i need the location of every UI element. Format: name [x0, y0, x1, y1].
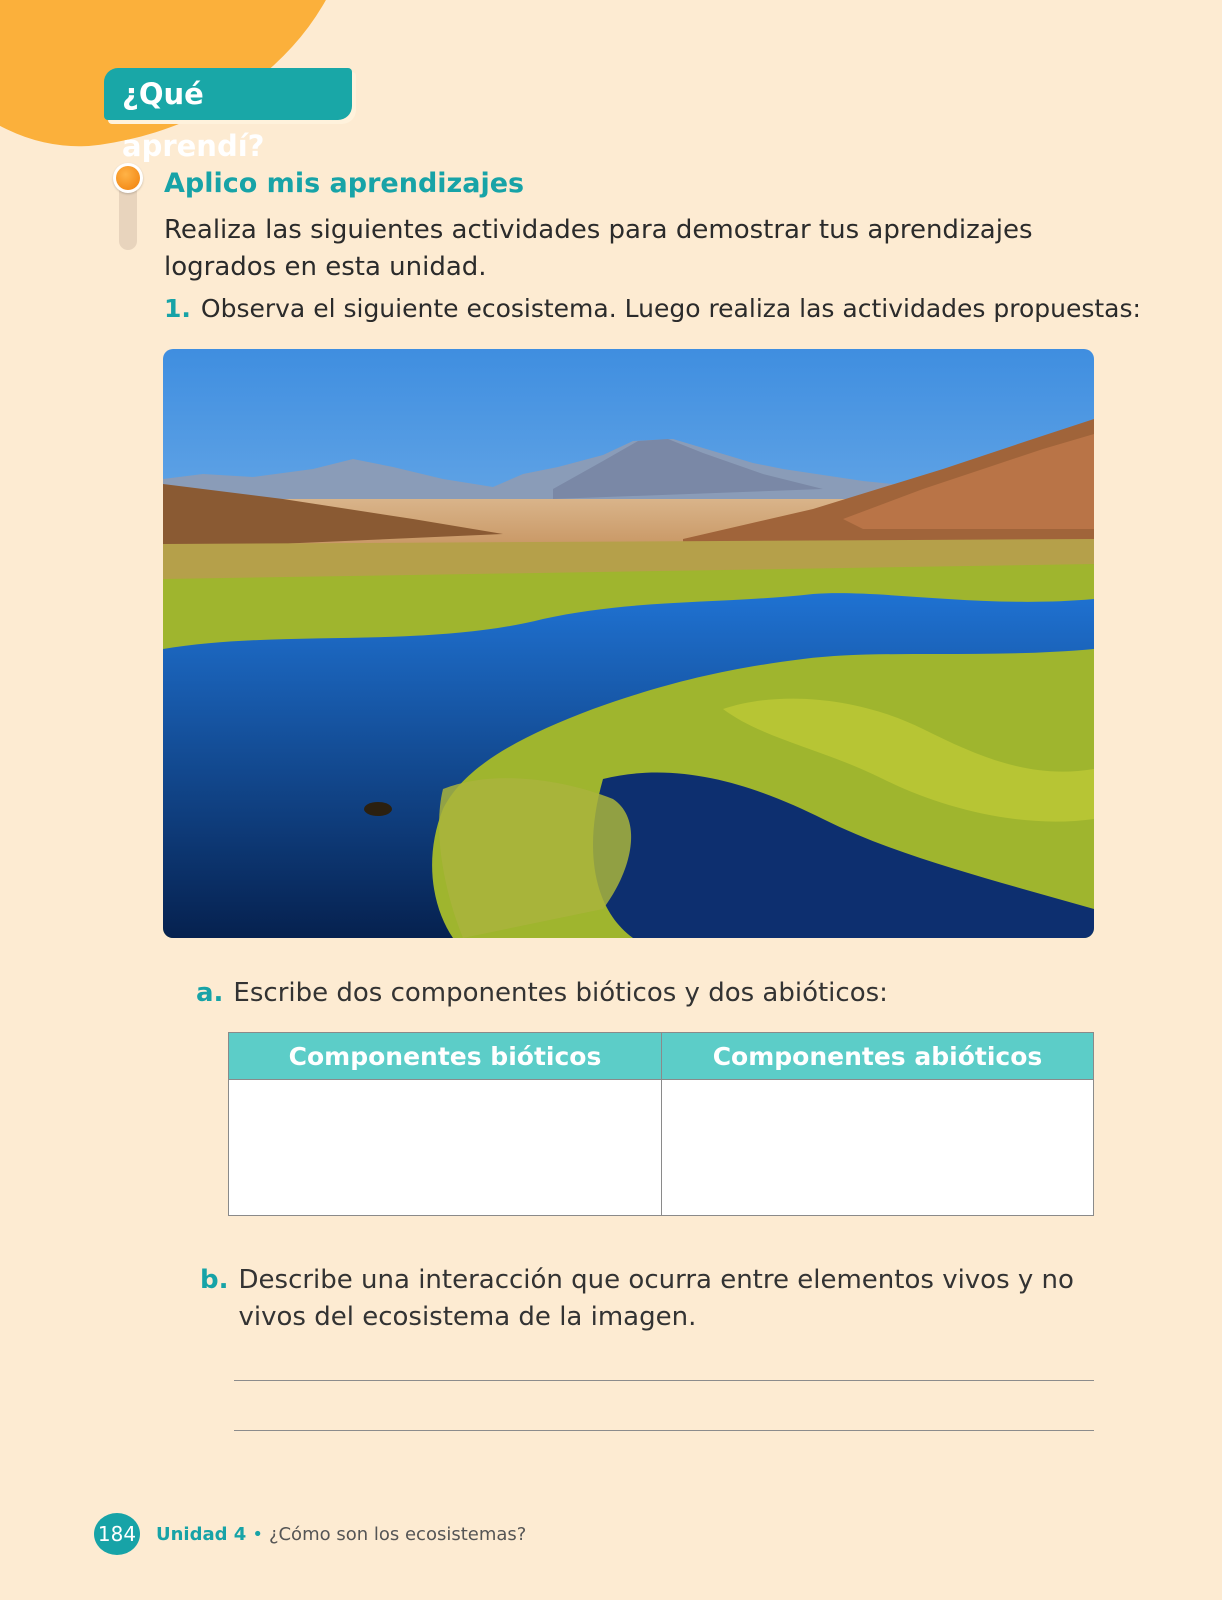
footer-title: ¿Cómo son los ecosistemas? [268, 1523, 527, 1545]
section-badge: ¿Qué aprendí? [104, 68, 352, 120]
pin-icon [116, 166, 140, 252]
table-cell-biotic[interactable] [229, 1079, 661, 1215]
question-b-text: Describe una interacción que ocurra entre elementos vivos y no vivos del ecosistema de la imagen. [238, 1265, 1074, 1332]
activity-intro: Realiza las siguientes actividades para demostrar tus aprendizajes logrados en esta unidad. [164, 215, 1033, 282]
answer-line[interactable] [234, 1430, 1094, 1431]
footer-separator: • [252, 1523, 263, 1545]
answer-line[interactable] [234, 1380, 1094, 1381]
question-1 [164, 292, 1141, 326]
question-a-text: Escribe dos componentes bióticos y dos abióticos: [233, 978, 888, 1008]
activity-subtitle: Aplico mis aprendizajes [164, 168, 525, 199]
footer-unit: Unidad 4 [156, 1523, 247, 1545]
question-a [196, 976, 888, 1010]
table-header-biotic: Componentes bióticos [229, 1033, 661, 1079]
page-number: 184 [94, 1513, 140, 1555]
page-footer [94, 1512, 526, 1556]
ecosystem-photo [163, 349, 1094, 938]
question-1-text: Observa el siguiente ecosistema. Luego realiza las actividades propuestas: [200, 294, 1141, 323]
question-b [200, 1262, 1080, 1336]
question-1-number: 1. [164, 294, 191, 323]
question-b-letter: b. [200, 1265, 229, 1295]
components-table [228, 1032, 1094, 1216]
table-cell-abiotic[interactable] [661, 1079, 1093, 1215]
table-header-abiotic: Componentes abióticos [661, 1033, 1093, 1079]
question-a-letter: a. [196, 978, 224, 1008]
